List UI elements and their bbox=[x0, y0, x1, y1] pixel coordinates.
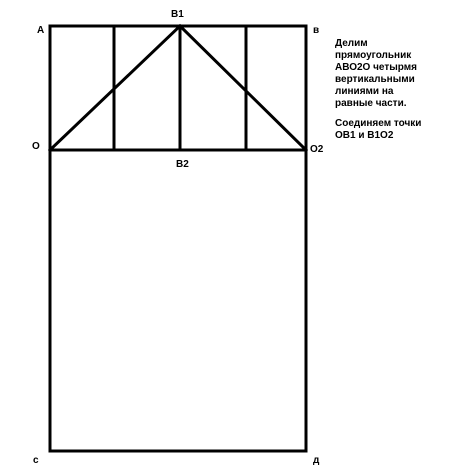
label-b: в bbox=[313, 25, 320, 36]
label-a: A bbox=[37, 25, 45, 36]
label-o2: O2 bbox=[310, 144, 324, 155]
label-b2: B2 bbox=[176, 159, 189, 170]
instruction-note-divide: Делим прямоугольник АВО2О четырмя вертикальными линиями на равные части. bbox=[335, 38, 417, 109]
label-b1: B1 bbox=[171, 9, 184, 20]
line-b1-o2 bbox=[180, 26, 306, 150]
label-c: c bbox=[33, 455, 39, 466]
outer-rectangle bbox=[50, 26, 306, 451]
label-d: д bbox=[313, 455, 320, 466]
label-o: O bbox=[32, 141, 40, 152]
instruction-note-connect: Соединяем точки ОВ1 и В1О2 bbox=[335, 118, 422, 141]
